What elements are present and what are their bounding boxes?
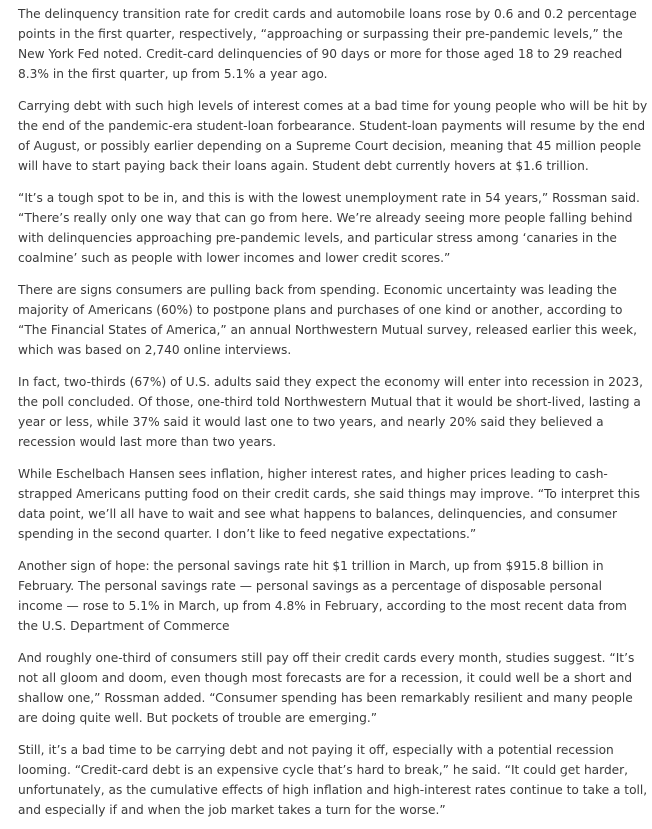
paragraph-spending-pullback: There are signs consumers are pulling back from spending. Economic uncertainty was leading the majority of Americans (60%) to postpone plans and purchases of one kind or another, according to “The Financial States of America,” an annual Northwestern Mutual survey, released earlier this week, which was based on 2,740 online interviews. — [18, 283, 637, 357]
paragraph-rossman-quote: “It’s a tough spot to be in, and this is with the lowest unemployment rate in 54 years,” Rossman said. “There’s really only one way that can go from here. We’re already seeing more people falling behind with delinquencies approaching pre-pandemic levels, and particular stress among ‘canaries in the coalmine’ such as people with lower incomes and lower credit scores.” — [18, 191, 640, 265]
paragraph-pay-off-cards: And roughly one-third of consumers still pay off their credit cards every month, studies suggest. “It’s not all gloom and doom, even though most forecasts are for a recession, it could well be a short and shallow one,” Rossman added. “Consumer spending has been remarkably resilient and many people are doing quite well. But pockets of trouble are emerging.” — [18, 651, 635, 725]
paragraph-savings-rate: Another sign of hope: the personal savings rate hit $1 trillion in March, up from $915.8 billion in February. The personal savings rate — personal savings as a percentage of disposable personal income — rose to 5.1% in March, up from 4.8% in February, according to the most recent data from the U.S. Department of Commerce — [18, 559, 627, 633]
paragraph-recession-expectations: In fact, two-thirds (67%) of U.S. adults said they expect the economy will enter into recession in 2023, the poll concluded. Of those, one-third told Northwestern Mutual that it would be short-lived, lasting a year or less, while 37% said it would last one to two years, and nearly 20% said they believed a recession would last more than two years. — [18, 375, 644, 449]
paragraph-ny-fed-delinquency: The delinquency transition rate for credit cards and automobile loans rose by 0.6 and 0.2 percentage points in the first quarter, respectively, “approaching or surpassing their pre-pandemic levels,” the New York Fed noted. Credit-card delinquencies of 90 days or more for those aged 18 to 29 reached 8.3% in the first quarter, up from 5.1% a year ago. — [18, 7, 637, 81]
paragraph-eschelbach-hansen: While Eschelbach Hansen sees inflation, higher interest rates, and higher prices leading to cash-strapped Americans putting food on their credit cards, she said things may improve. “To interpret this data point, we’ll all have to wait and see what happens to balances, delinquencies, and consumer spending in the second quarter. I don’t like to feed negative expectations.” — [18, 467, 640, 541]
paragraph-closing-quote: Still, it’s a bad time to be carrying debt and not paying it off, especially with a potential recession looming. “Credit-card debt is an expensive cycle that’s hard to break,” he said. “It could get harder, unfortunately, as the cumulative effects of high inflation and high-interest rates continue to take a toll, and especially if and when the job market takes a turn for the worse.” — [18, 743, 648, 817]
paragraph-student-loans: Carrying debt with such high levels of interest comes at a bad time for young people who will be hit by the end of the pandemic-era student-loan forbearance. Student-loan payments will resume by the end of August, or possibly earlier depending on a Supreme Court decision, meaning that 45 million people will have to start paying back their loans again. Student debt currently hovers at $1.6 trillion. — [18, 99, 648, 173]
